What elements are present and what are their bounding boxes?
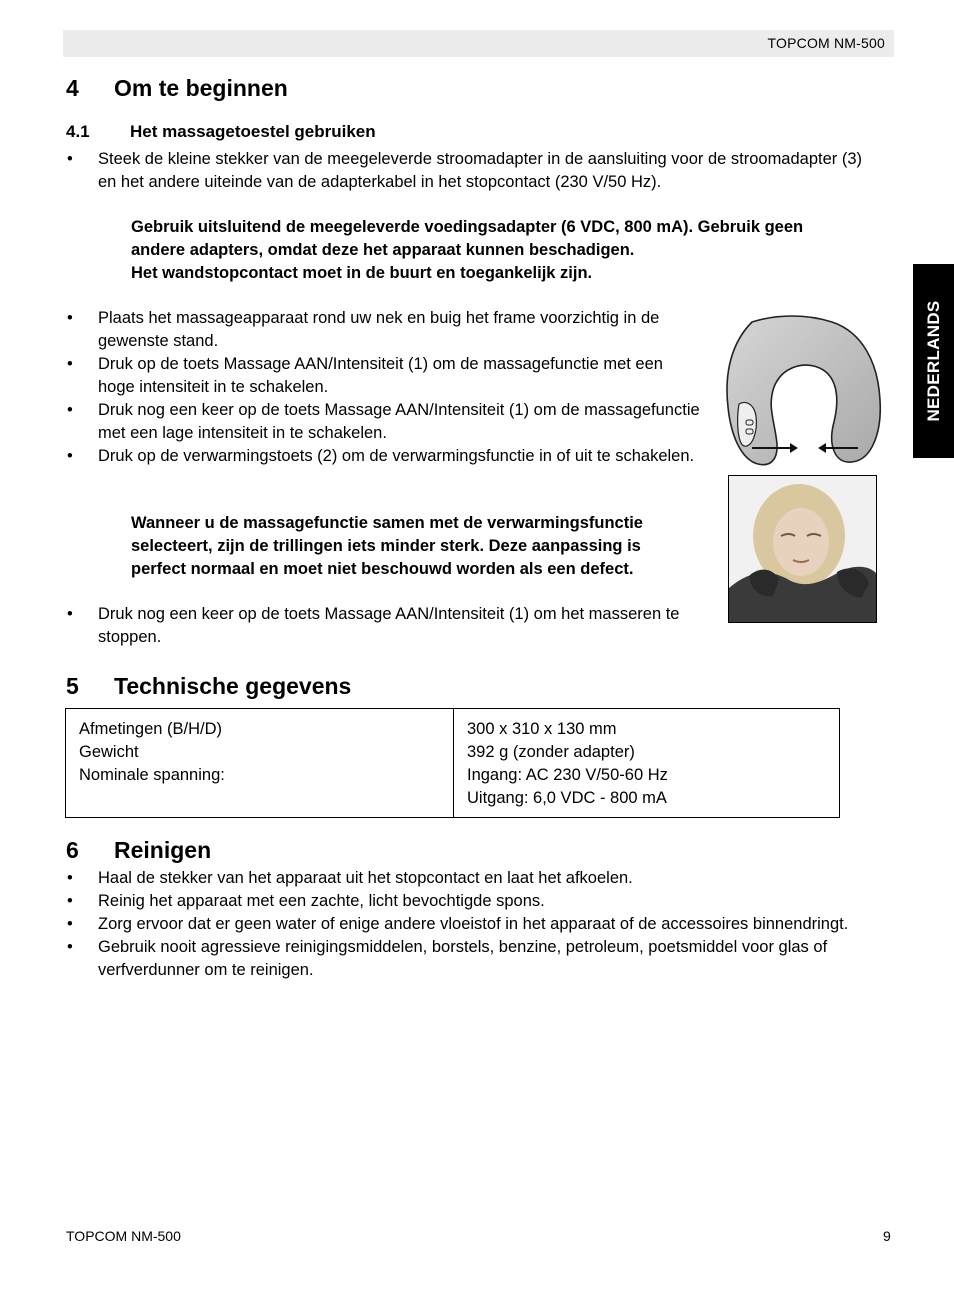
spec-label: Gewicht [79, 743, 139, 761]
cleaning-list [67, 867, 887, 982]
header-product: TOPCOM NM-500 [767, 35, 885, 51]
list-item: • Haal de stekker van het apparaat uit het stopcontact en laat het afkoelen. [67, 869, 633, 887]
page-number: 9 [883, 1228, 891, 1244]
section-6-heading [66, 837, 466, 867]
usage-photo [728, 475, 877, 623]
list-item: • Zorg ervoor dat er geen water of enige andere vloeistof in het apparaat of de accessoires binnendringt. [67, 915, 849, 933]
list-item: • Reinig het apparaat met een zachte, licht bevochtigde spons. [67, 892, 545, 910]
usage-list [67, 307, 702, 468]
spec-label: Afmetingen (B/H/D) [79, 720, 223, 738]
table-divider [453, 709, 454, 817]
list-item: • Druk op de verwarmingstoets (2) om de verwarmingsfunctie in of uit te schakelen. [67, 447, 695, 465]
warning-note: Gebruik uitsluitend de meegeleverde voedingsadapter (6 VDC, 800 mA). Gebruik geen andere adapters, omdat deze het apparaat kunnen beschadigen. Het wandstopcontact moet in de buurt en toegankelijk zijn. [131, 218, 804, 282]
spec-value: 392 g (zonder adapter) [467, 743, 635, 761]
list-item: • Steek de kleine stekker van de meegeleverde stroomadapter in de aansluiting voor de stroomadapter (3) en het andere uiteinde van de adapterkabel in het stopcontact (230 V/50 Hz). [67, 150, 863, 191]
section-title: Technische gegevens [114, 673, 352, 699]
spec-value: Uitgang: 6,0 VDC - 800 mA [467, 789, 667, 807]
section-number: 5 [66, 673, 79, 699]
subsection-title: Het massagetoestel gebruiken [130, 122, 376, 141]
section-title: Om te beginnen [114, 75, 288, 101]
list-item: • Gebruik nooit agressieve reinigingsmiddelen, borstels, benzine, petroleum, poetsmiddel voor glas of verfverdunner om te reinigen. [67, 938, 828, 979]
spec-value: Ingang: AC 230 V/50-60 Hz [467, 766, 668, 784]
spec-label: Nominale spanning: [79, 766, 225, 784]
specs-values [467, 718, 668, 810]
list-item: • Druk op de toets Massage AAN/Intensiteit (1) om de massagefunctie met een hoge intensiteit in te schakelen. [67, 355, 663, 396]
list-item: • Druk nog een keer op de toets Massage AAN/Intensiteit (1) om de massagefunctie met een lage intensiteit in te schakelen. [67, 401, 700, 442]
list-item: • Plaats het massageapparaat rond uw nek en buig het frame voorzichtig in de gewenste stand. [67, 309, 660, 350]
language-tab [913, 264, 954, 458]
section-number: 4 [66, 75, 79, 101]
section-4-heading [66, 75, 466, 105]
footer-product: TOPCOM NM-500 [66, 1228, 181, 1244]
subsection-number: 4.1 [66, 122, 90, 141]
specs-table [65, 708, 840, 818]
language-tab-label: NEDERLANDS [923, 300, 943, 422]
specs-labels [79, 718, 225, 787]
section-5-heading [66, 673, 466, 703]
massager-illustration [722, 312, 887, 470]
subsection-4-1-heading [66, 122, 466, 144]
info-note: Wanneer u de massagefunctie samen met de verwarmingsfunctie selecteert, zijn de trillingen iets minder sterk. Deze aanpassing is perfect normaal en moet niet beschouwd worden als een defect. [131, 514, 643, 578]
spec-value: 300 x 310 x 130 mm [467, 720, 617, 738]
woman-photo-image [729, 476, 877, 623]
list-item: • Druk nog een keer op de toets Massage AAN/Intensiteit (1) om het masseren te stoppen. [67, 605, 680, 646]
section-title: Reinigen [114, 837, 212, 863]
section-number: 6 [66, 837, 79, 863]
